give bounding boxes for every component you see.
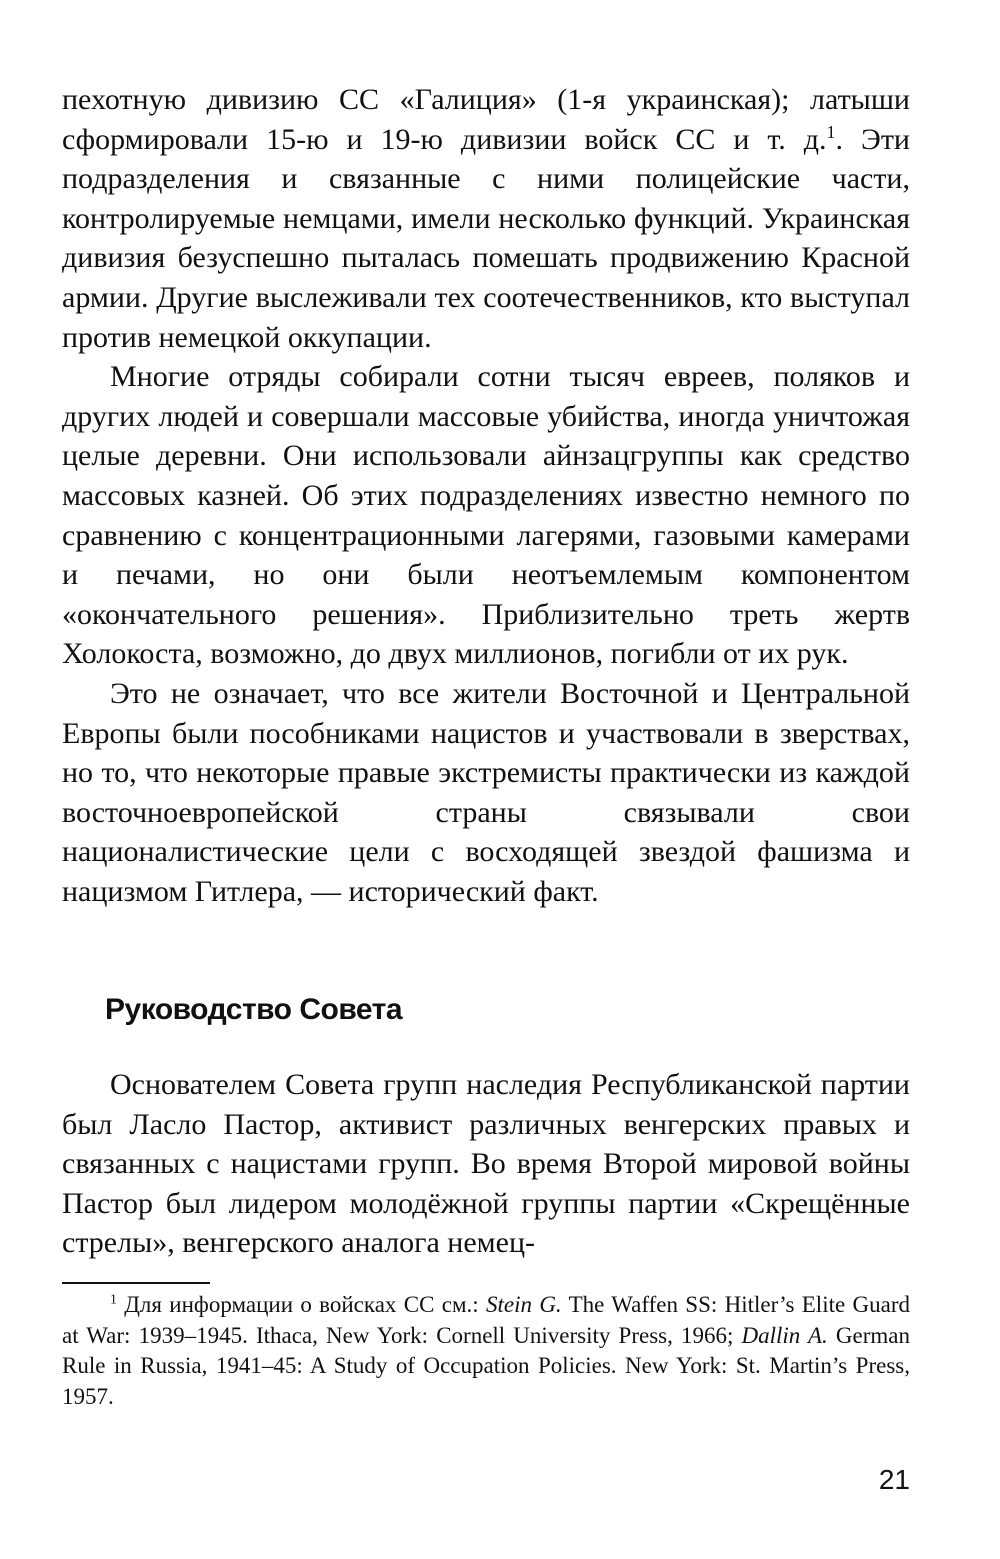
paragraph-2: Многие отряды собирали сотни тысяч евреев, поляков и других людей и совершали массовые убийства, иногда уничтожая целые деревни. Они использовали айнзацгруппы как средство массовых казней. Об этих подразделениях известно немного по сравнению с концентрационными лагерями, газовыми камерами и печами, но они были неотъемлемым компонентом «окончательного решения». Приблизительно треть жертв Холокоста, возможно, до двух миллионов, погибли от их рук. [62, 360, 910, 671]
footnote-1: $^1$ Для информации о войсках СС см.: Stein G. The Waffen SS: Hitler’s Elite Guard at War: 1939–1945. Ithaca, New York: Cornell University Press, 1966; Dallin A. German Rule in Russia, 1941–45: A Study of Occupation Policies. New York: St. Martin’s Press, 1957. [62, 1291, 911, 1409]
section-paragraph: Основателем Совета групп наследия Республиканской партии был Ласло Пастор, активист различных венгерских правых и связанных с нацистами групп. Во время Второй мировой войны Пастор был лидером молодёжной группы партии «Скрещённые стрелы», венгерского аналога немец- [62, 1068, 910, 1260]
footnote-marker: 1 [110, 1291, 117, 1307]
body-text [62, 80, 910, 911]
section-body [62, 1065, 910, 1263]
page-number: 21 [878, 1464, 910, 1495]
paragraph-3: Это не означает, что все жители Восточной и Центральной Европы были пособниками нацистов и участвовали в зверствах, но то, что некоторые правые экстремисты практически из каждой восточноевропейской страны связывали свои националистические цели с восходящей звездой фашизма и нацизмом Гитлера, — исторический факт. [62, 676, 910, 908]
footnote-divider [62, 1282, 210, 1284]
footnote-ref: 1 [826, 121, 836, 142]
paragraph-1: пехотную дивизию СС «Галиция» (1-я украинская); латыши сформировали 15-ю и 19-ю дивизии войск СС и т. д.$^1$. Эти подразделения и связанные с ними полицейские части, контролируемые немцами, имели несколько функций. Украинская дивизия безуспешно пыталась помешать продвижению Красной армии. Другие выслеживали тех соотечественников, кто выступал против немецкой оккупации. [62, 83, 910, 354]
footnote-author-1: Stein G. [486, 1292, 562, 1317]
footnote-author-2: Dallin A. [741, 1322, 828, 1348]
footnotes [62, 1290, 910, 1412]
section-heading: Руководство Совета [105, 993, 403, 1026]
